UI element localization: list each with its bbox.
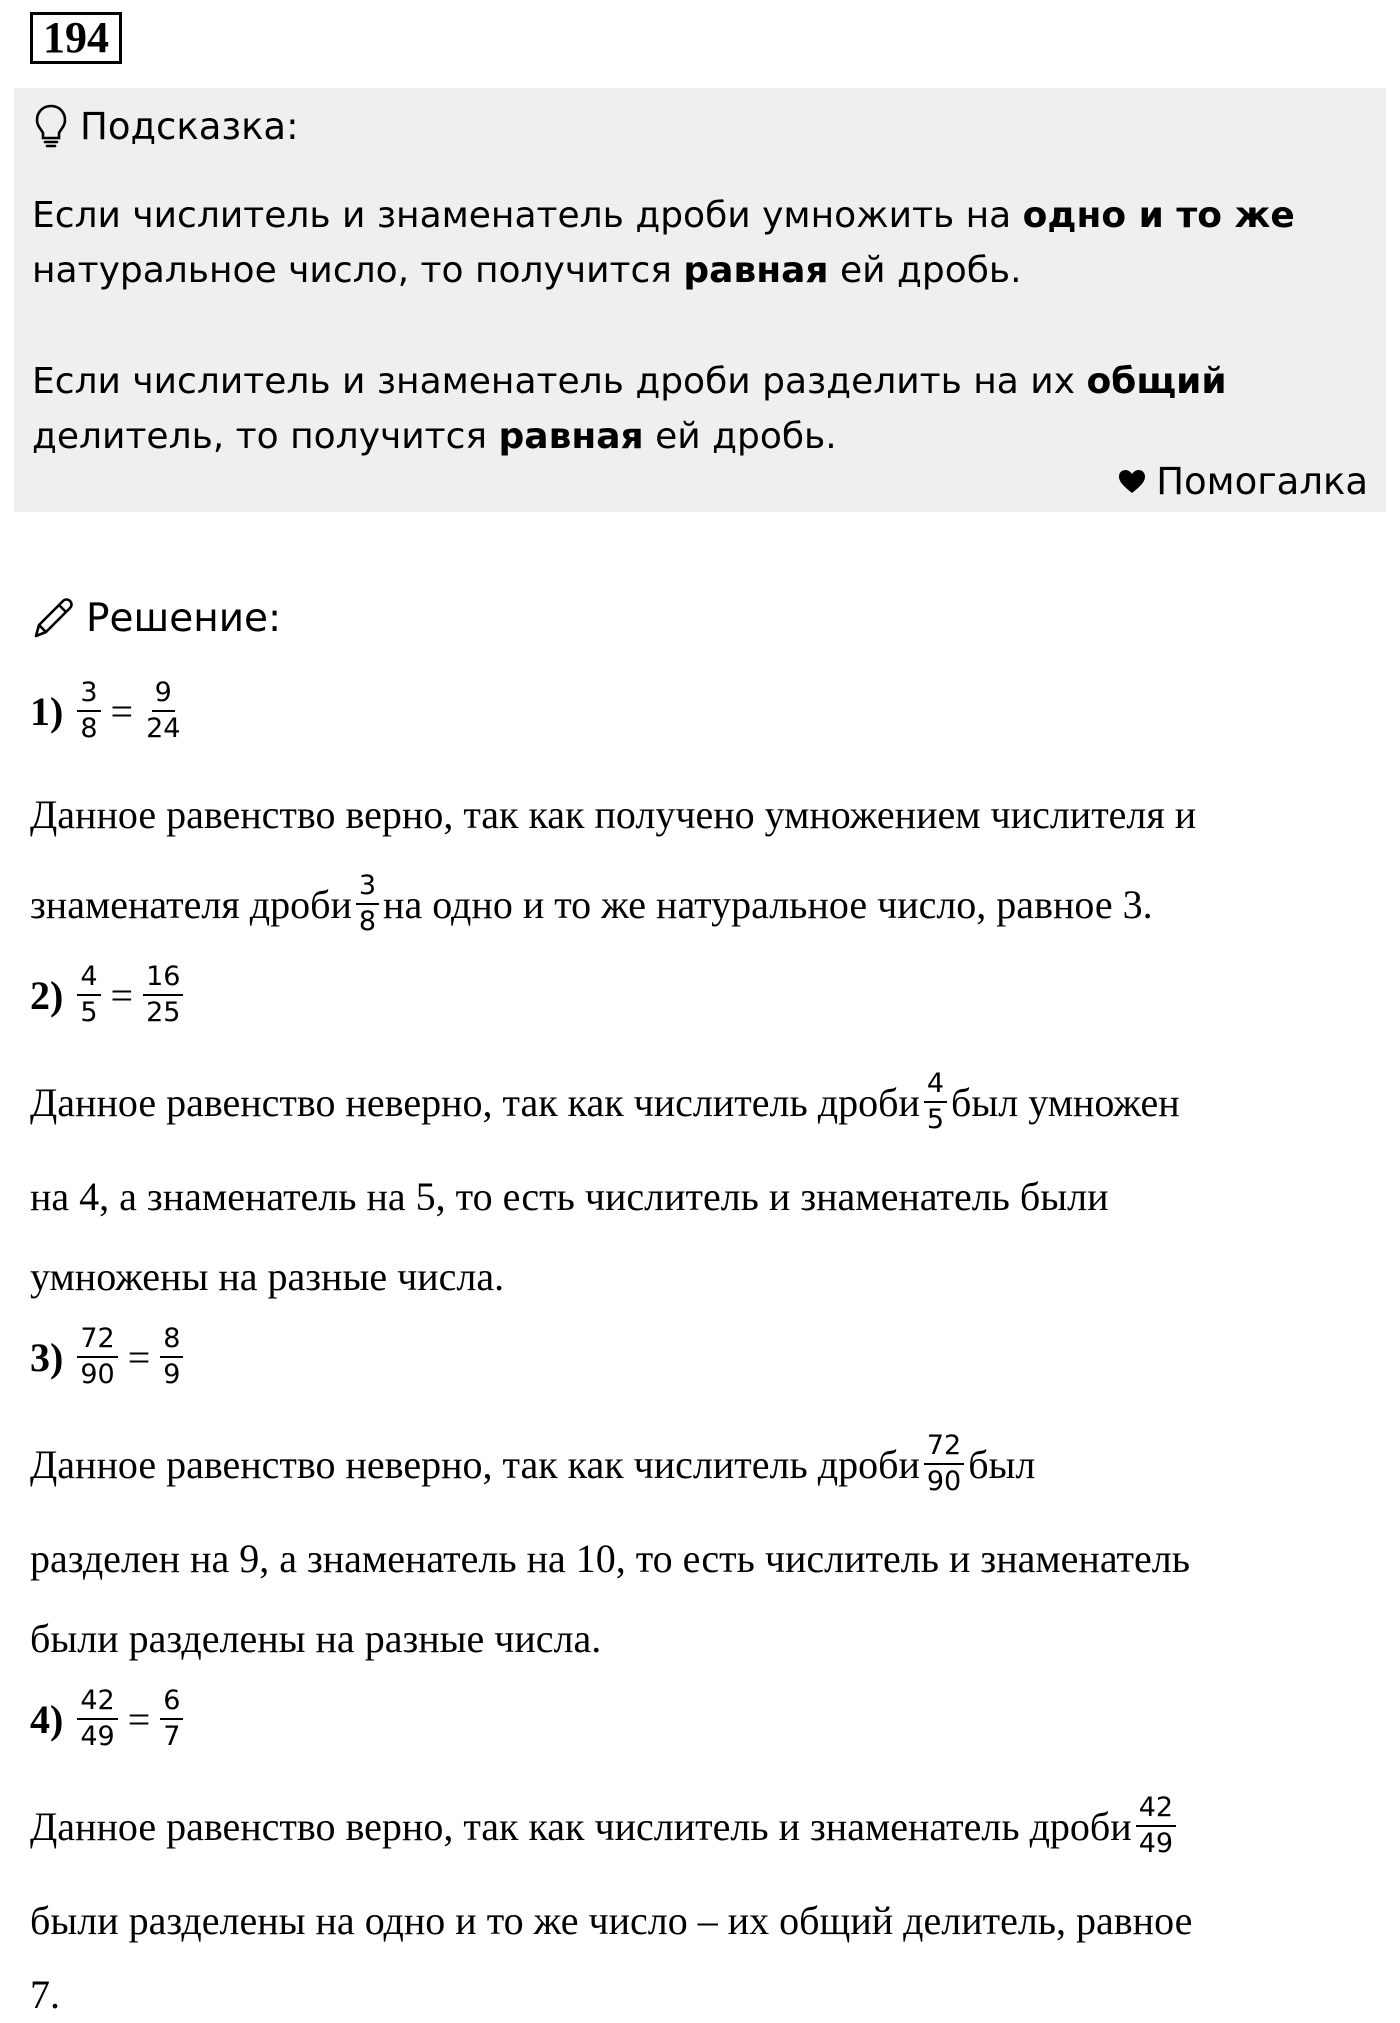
fraction: $\frac{72}{90}$ (77, 1324, 117, 1390)
text-line: разделен на 9, а знаменатель на 10, то есть числитель и знаменатель (30, 1535, 1190, 1581)
item-number: 2) (30, 972, 64, 1018)
heart-icon (1118, 469, 1146, 495)
hint-box (14, 88, 1386, 512)
equals-sign: = (110, 688, 134, 734)
fraction: $\frac{4}{5}$ (924, 1069, 947, 1135)
text-line: были разделены на одно и то же число – их общий делитель, равное (30, 1897, 1193, 1943)
text-line: были разделены на разные числа. (30, 1615, 602, 1661)
text-line: Данное равенство верно, так как числитель и знаменатель дроби $\frac{42}{49}$ (30, 1788, 1380, 1864)
item-number: 4) (30, 1696, 64, 1742)
equation-4 (30, 1686, 187, 1752)
equals-sign: = (110, 972, 134, 1018)
equals-sign: = (127, 1334, 151, 1380)
fraction: $\frac{3}{8}$ (356, 871, 379, 937)
hint-paragraph-1: Если числитель и знаменатель дроби умножить на одно и то же натуральное число, то получится равная ей дробь. (32, 195, 1295, 291)
fraction: $\frac{3}{8}$ (77, 678, 100, 744)
solution-header (30, 594, 281, 642)
text-line: 7. (30, 1971, 60, 2017)
lightbulb-icon (34, 103, 68, 149)
brand-label: Помогалка (1118, 460, 1368, 503)
item-number: 1) (30, 688, 64, 734)
text-line: на 4, а знаменатель на 5, то есть числитель и знаменатель были (30, 1173, 1109, 1219)
text-line: знаменателя дроби $\frac{3}{8}$ на одно и то же натуральное число, равное 3. (30, 870, 1153, 937)
equation-1 (30, 678, 187, 744)
hint-paragraph-2: Если числитель и знаменатель дроби разделить на их общий делитель, то получится равная ей дробь. (32, 361, 1227, 457)
text-line: умножены на разные числа. (30, 1253, 505, 1299)
fraction: $\frac{42}{49}$ (77, 1686, 117, 1752)
equation-3 (30, 1324, 187, 1390)
text-line: Данное равенство верно, так как получено умножением числителя и (30, 791, 1197, 837)
hint-header (34, 98, 299, 154)
item-number: 3) (30, 1334, 64, 1380)
fraction: $\frac{9}{24}$ (146, 677, 181, 744)
pencil-icon (30, 594, 78, 642)
fraction: $\frac{8}{9}$ (160, 1324, 183, 1390)
solution-title: Решение: (86, 595, 282, 641)
fraction: $\frac{42}{49}$ (1136, 1793, 1176, 1859)
fraction: $\frac{16}{25}$ (143, 962, 183, 1028)
fraction: $\frac{6}{7}$ (160, 1686, 183, 1752)
text-line: Данное равенство неверно, так как числитель дроби $\frac{72}{90}$ был (30, 1430, 1036, 1497)
task-number: 194 (30, 12, 122, 64)
hint-title: Подсказка: (80, 104, 299, 148)
equation-2 (30, 962, 187, 1028)
equals-sign: = (127, 1696, 151, 1742)
fraction: $\frac{72}{90}$ (924, 1431, 964, 1497)
text-line: Данное равенство неверно, так как числитель дроби $\frac{4}{5}$ был умножен (30, 1068, 1180, 1135)
fraction: $\frac{4}{5}$ (77, 962, 100, 1028)
